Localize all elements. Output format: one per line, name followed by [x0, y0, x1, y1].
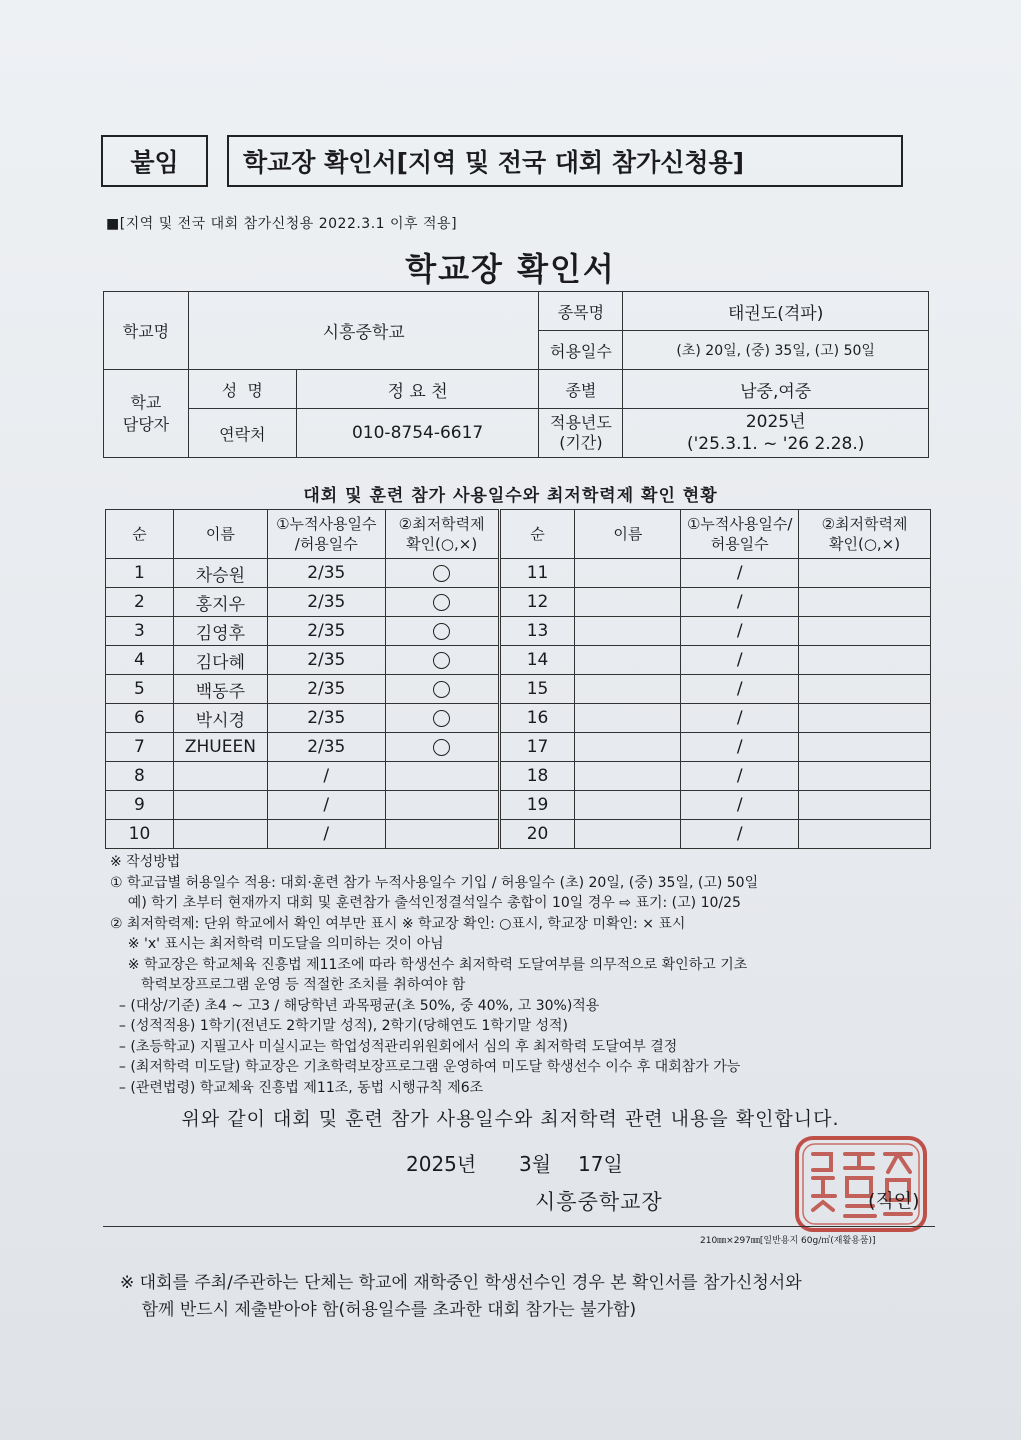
- academic-check: [385, 646, 499, 675]
- header-academic-right: ②최저학력제 확인(○,×): [799, 510, 931, 559]
- category-label: 종별: [539, 370, 623, 409]
- days-used: /: [681, 733, 799, 762]
- athlete-name: [575, 791, 681, 820]
- academic-check: [799, 588, 931, 617]
- row-number: 8: [106, 762, 174, 791]
- academic-check: [385, 820, 499, 849]
- days-used: /: [681, 791, 799, 820]
- academic-check: [799, 762, 931, 791]
- row-number: 16: [499, 704, 575, 733]
- contact-value: 010-8754-6617: [296, 409, 539, 458]
- confirmation-statement: 위와 같이 대회 및 훈련 참가 사용일수와 최저학력 관련 내용을 확인합니다.: [181, 1108, 840, 1130]
- instruction-line: – (최저학력 미도달) 학교장은 기초학력보장프로그램 운영하여 미도달 학생선수 이수 후 대회참가 가능: [110, 1059, 741, 1075]
- row-number: 4: [106, 646, 174, 675]
- athlete-name: 김다혜: [173, 646, 267, 675]
- confirmed-circle-mark: [433, 623, 450, 640]
- athlete-name: 김영후: [173, 617, 267, 646]
- row-number: 7: [106, 733, 174, 762]
- academic-check: [799, 617, 931, 646]
- athlete-name: [575, 675, 681, 704]
- days-used: 2/35: [267, 588, 385, 617]
- name-label: 성 명: [188, 370, 296, 409]
- athlete-name: ZHUEEN: [173, 733, 267, 762]
- writing-instructions: [110, 852, 930, 1098]
- header-days: ①누적사용일수 /허용일수: [267, 510, 385, 559]
- table-row: [106, 791, 931, 820]
- year-value: 2025년 ('25.3.1. ~ '26 2.28.): [623, 409, 929, 458]
- athlete-name: 홍지우: [173, 588, 267, 617]
- attachment-tag: 붙임: [101, 135, 208, 187]
- days-used: /: [681, 646, 799, 675]
- academic-check: [385, 704, 499, 733]
- sport-label: 종목명: [539, 292, 623, 331]
- academic-check: [385, 762, 499, 791]
- table-row: [106, 588, 931, 617]
- athlete-name: [575, 588, 681, 617]
- days-used: 2/35: [267, 704, 385, 733]
- days-used: /: [681, 820, 799, 849]
- days-used: /: [681, 704, 799, 733]
- athlete-name: [575, 646, 681, 675]
- days-used: /: [267, 762, 385, 791]
- days-used: /: [681, 617, 799, 646]
- days-used: /: [681, 675, 799, 704]
- table-row: [106, 704, 931, 733]
- paper-spec: 210㎜×297㎜[일반용지 60g/㎡(재활용품)]: [700, 1236, 876, 1246]
- confirmed-circle-mark: [433, 565, 450, 582]
- header-days-right: ①누적사용일수/ 허용일수: [681, 510, 799, 559]
- academic-check: [799, 820, 931, 849]
- confirmed-circle-mark: [433, 652, 450, 669]
- category-value: 남중,여중: [623, 370, 929, 409]
- applicability-note: ■[지역 및 전국 대회 참가신청용 2022.3.1 이후 적용]: [106, 216, 458, 232]
- academic-check: [385, 733, 499, 762]
- table-row: [106, 762, 931, 791]
- contact-label: 연락처: [188, 409, 296, 458]
- instruction-line: 예) 학기 초부터 현재까지 대회 및 훈련참가 출석인정결석일수 총합이 10일 경우 ⇨ 표기: (고) 10/25: [110, 895, 741, 911]
- footnote-line: ※ 대회를 주최/주관하는 단체는 학교에 재학중인 학생선수인 경우 본 확인서를 참가신청서와: [120, 1273, 802, 1293]
- athlete-name: 차승원: [173, 559, 267, 588]
- row-number: 5: [106, 675, 174, 704]
- row-number: 18: [499, 762, 575, 791]
- row-number: 20: [499, 820, 575, 849]
- principal-signature-label: 시흥중학교장: [535, 1190, 663, 1214]
- academic-check: [799, 733, 931, 762]
- days-used: /: [267, 791, 385, 820]
- athlete-name: [575, 559, 681, 588]
- athlete-name: [575, 820, 681, 849]
- date-year: 2025년: [406, 1152, 477, 1176]
- days-used: /: [681, 559, 799, 588]
- row-number: 12: [499, 588, 575, 617]
- days-used: 2/35: [267, 559, 385, 588]
- academic-check: [799, 646, 931, 675]
- instruction-line: 학력보장프로그램 운영 등 적절한 조치를 취하여야 함: [110, 977, 466, 993]
- athlete-name: [575, 733, 681, 762]
- instruction-line: – (성적적용) 1학기(전년도 2학기말 성적), 2학기(당해연도 1학기말 성적): [110, 1018, 569, 1034]
- school-label: 학교명: [104, 292, 189, 370]
- athlete-name: [575, 704, 681, 733]
- academic-check: [799, 559, 931, 588]
- date-day: 17일: [578, 1152, 623, 1176]
- athlete-name: [173, 820, 267, 849]
- confirmed-circle-mark: [433, 710, 450, 727]
- official-seal-stamp: [793, 1132, 931, 1236]
- row-number: 3: [106, 617, 174, 646]
- academic-check: [385, 588, 499, 617]
- table-row: [106, 675, 931, 704]
- instruction-line: ※ 'x' 표시는 최저학력 미도달을 의미하는 것이 아님: [110, 936, 444, 952]
- allowed-days-value: (초) 20일, (중) 35일, (고) 50일: [623, 331, 929, 370]
- instruction-line: ※ 학교장은 학교체육 진흥법 제11조에 따라 학생선수 최저학력 도달여부를 의무적으로 확인하고 기초: [110, 956, 748, 973]
- divider-line: [103, 1226, 935, 1227]
- row-number: 19: [499, 791, 575, 820]
- sport-value: 태권도(격파): [623, 292, 929, 331]
- academic-check: [385, 675, 499, 704]
- header-name-right: 이름: [575, 510, 681, 559]
- athlete-name: 박시경: [173, 704, 267, 733]
- page-title: 학교장 확인서: [405, 250, 616, 288]
- table-row: [106, 733, 931, 762]
- table-row: [106, 617, 931, 646]
- row-number: 10: [106, 820, 174, 849]
- athlete-name: [173, 762, 267, 791]
- name-value: 정 요 천: [296, 370, 539, 409]
- school-info-table: [103, 291, 929, 458]
- academic-check: [385, 617, 499, 646]
- row-number: 14: [499, 646, 575, 675]
- row-number: 9: [106, 791, 174, 820]
- athlete-name: [575, 617, 681, 646]
- instruction-line: – (초등학교) 지필고사 미실시교는 학업성적관리위원회에서 심의 후 최저학력 도달여부 결정: [110, 1038, 678, 1055]
- academic-check: [385, 791, 499, 820]
- footnote: [120, 1270, 920, 1324]
- table-row: [106, 820, 931, 849]
- academic-check: [799, 791, 931, 820]
- athlete-table: [105, 509, 931, 849]
- confirmed-circle-mark: [433, 739, 450, 756]
- confirmed-circle-mark: [433, 681, 450, 698]
- days-used: 2/35: [267, 675, 385, 704]
- days-used: /: [267, 820, 385, 849]
- days-used: /: [681, 762, 799, 791]
- section-title: 대회 및 훈련 참가 사용일수와 최저학력제 확인 현황: [303, 486, 718, 506]
- days-used: 2/35: [267, 733, 385, 762]
- row-number: 6: [106, 704, 174, 733]
- footnote-line: 함께 반드시 제출받아야 함(허용일수를 초과한 대회 참가는 불가함): [120, 1300, 637, 1320]
- instruction-line: – (대상/기준) 초4 ~ 고3 / 해당학년 과목평균(초 50%, 중 40%, 고 30%)적용: [110, 997, 600, 1014]
- header-title: 학교장 확인서[지역 및 전국 대회 참가신청용]: [227, 135, 903, 187]
- athlete-name: [575, 762, 681, 791]
- table-row: [106, 646, 931, 675]
- row-number: 13: [499, 617, 575, 646]
- instruction-line: – (관련법령) 학교체육 진흥법 제11조, 동법 시행규칙 제6조: [110, 1079, 484, 1096]
- days-used: /: [681, 588, 799, 617]
- instruction-line: ① 학교급별 허용일수 적용: 대회·훈련 참가 누적사용일수 기입 / 허용일수 (초) 20일, (중) 35일, (고) 50일: [110, 874, 759, 891]
- school-value: 시흥중학교: [188, 292, 539, 370]
- confirmed-circle-mark: [433, 594, 450, 611]
- header-academic: ②최저학력제 확인(○,×): [385, 510, 499, 559]
- academic-check: [799, 704, 931, 733]
- row-number: 2: [106, 588, 174, 617]
- days-used: 2/35: [267, 646, 385, 675]
- header-no: 순: [106, 510, 174, 559]
- allowed-days-label: 허용일수: [539, 331, 623, 370]
- row-number: 11: [499, 559, 575, 588]
- staff-label: 학교 담당자: [104, 370, 189, 458]
- header-name: 이름: [173, 510, 267, 559]
- year-label: 적용년도 (기간): [539, 409, 623, 458]
- instruction-line: ※ 작성방법: [110, 854, 181, 870]
- header-no-right: 순: [499, 510, 575, 559]
- instruction-line: ② 최저학력제: 단위 학교에서 확인 여부만 표시 ※ 학교장 확인: ○표시, 학교장 미확인: × 표시: [110, 915, 686, 932]
- days-used: 2/35: [267, 617, 385, 646]
- academic-check: [799, 675, 931, 704]
- seal-mark-label: (직인): [868, 1190, 920, 1212]
- row-number: 15: [499, 675, 575, 704]
- table-row: [106, 559, 931, 588]
- athlete-name: [173, 791, 267, 820]
- row-number: 17: [499, 733, 575, 762]
- row-number: 1: [106, 559, 174, 588]
- date-month: 3월: [519, 1152, 552, 1176]
- athlete-name: 백동주: [173, 675, 267, 704]
- academic-check: [385, 559, 499, 588]
